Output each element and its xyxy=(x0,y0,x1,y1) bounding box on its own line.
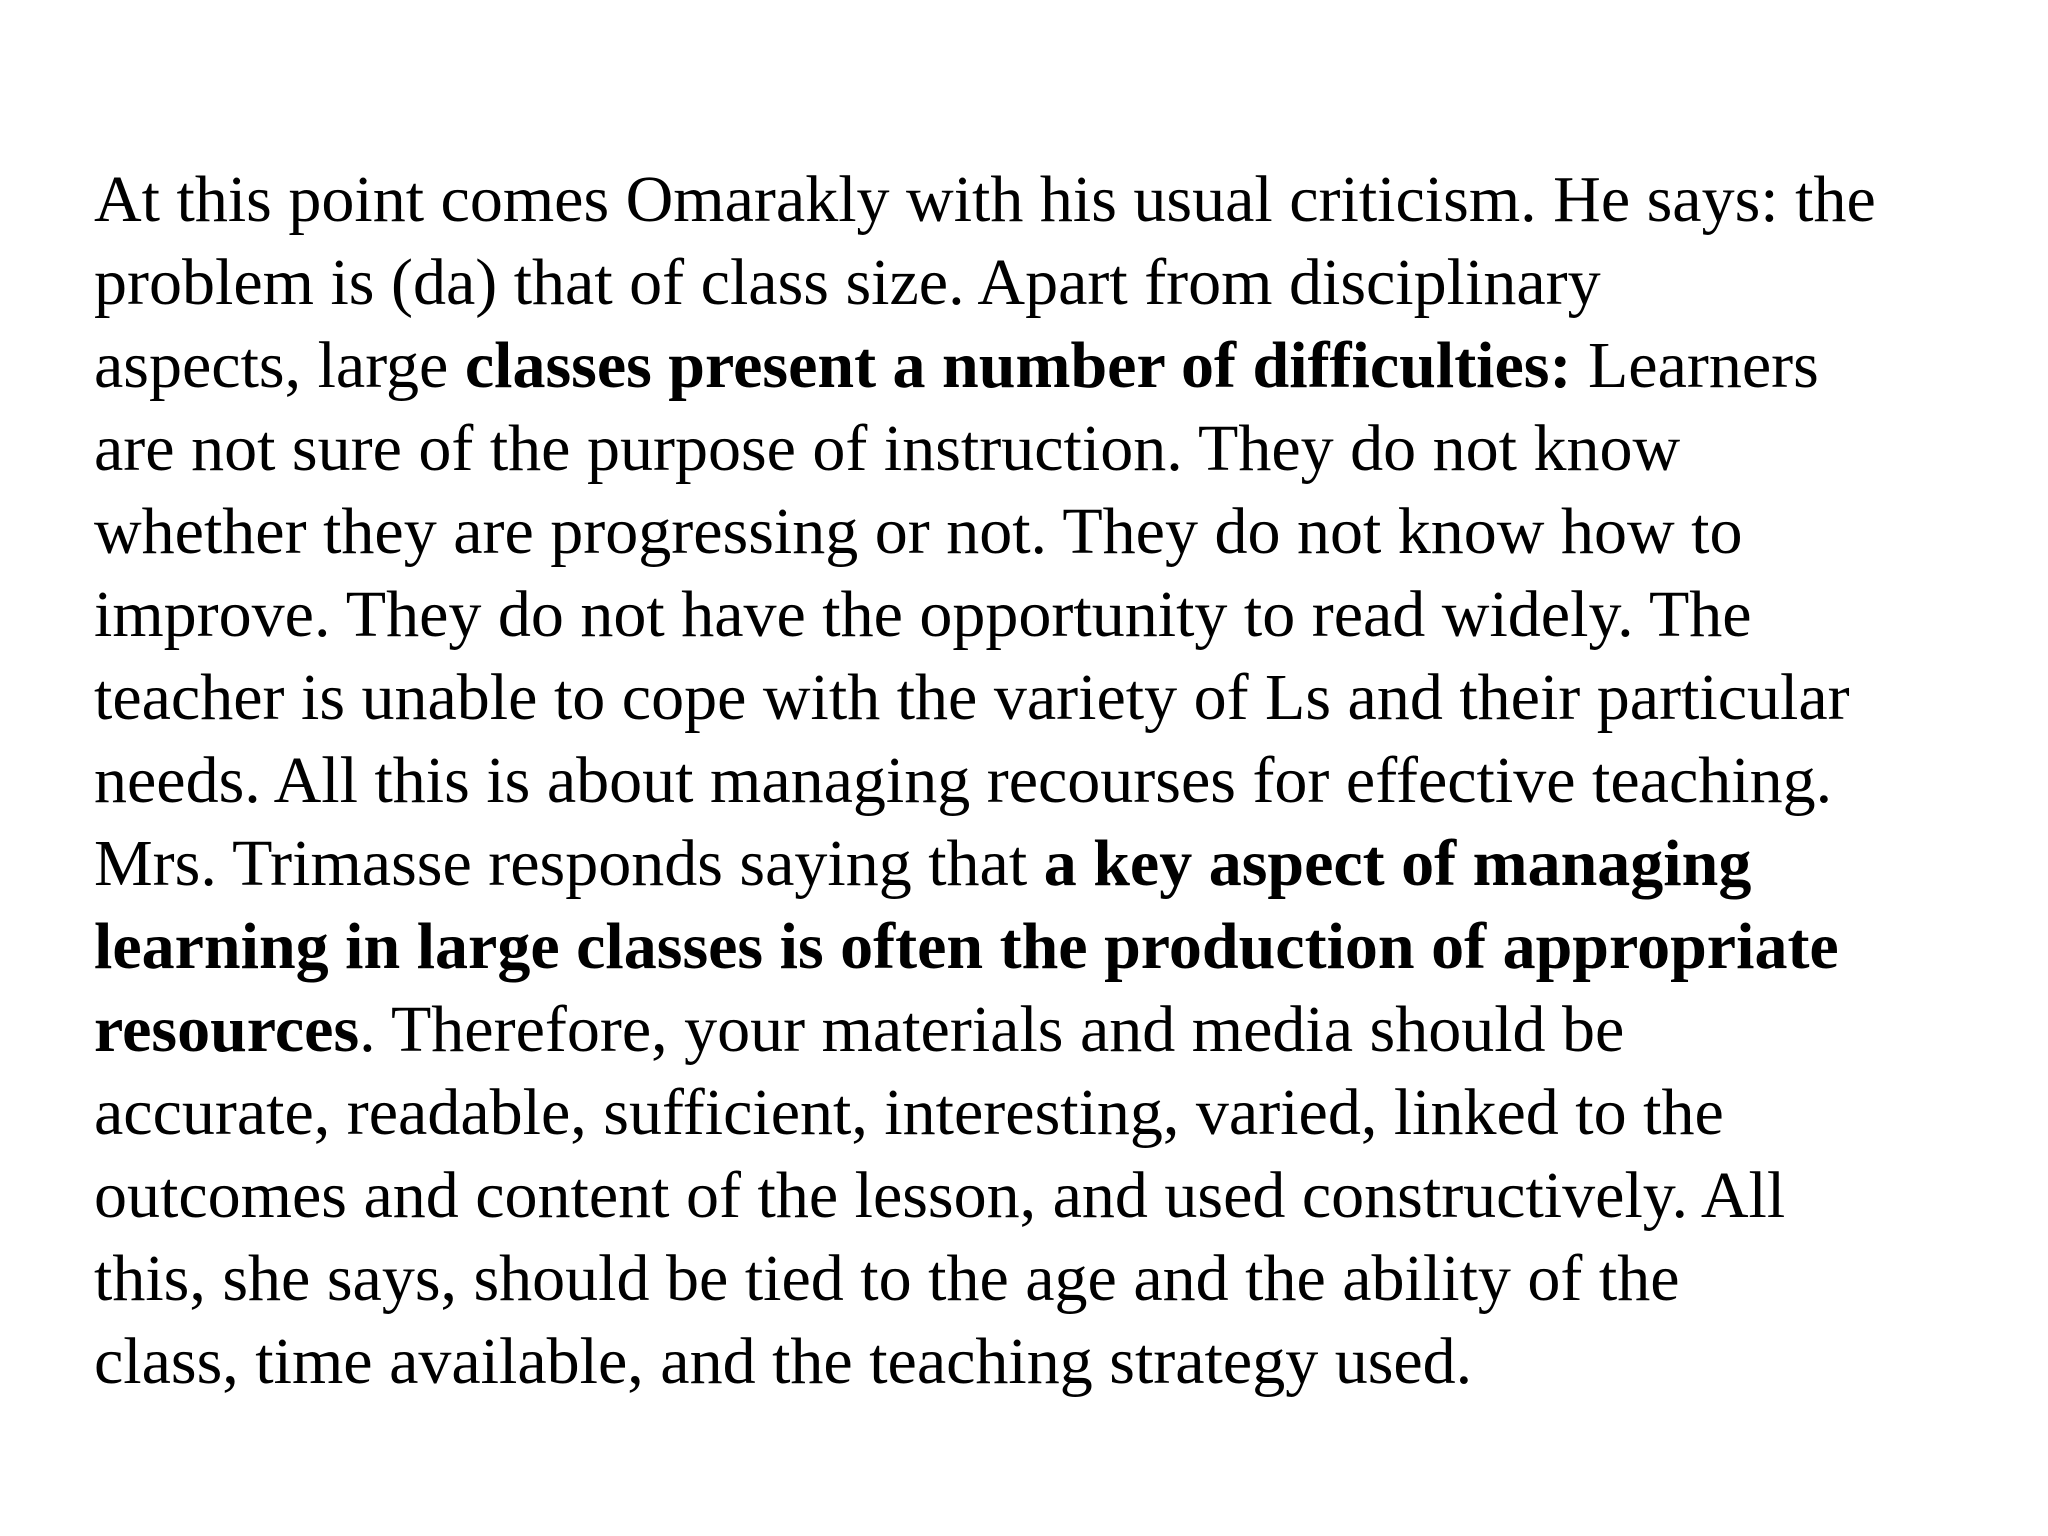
text-line xyxy=(94,1320,2019,1403)
bold-text-run: resources xyxy=(94,993,360,1066)
text-line xyxy=(94,158,2019,241)
text-line xyxy=(94,905,2019,988)
text-run: this, she says, should be tied to the age and the ability of the xyxy=(94,1242,1680,1315)
text-run: problem is (da) that of class size. Apart from disciplinary xyxy=(94,246,1601,319)
text-line xyxy=(94,324,2019,407)
text-line xyxy=(94,241,2019,324)
text-run: needs. All this is about managing recourses for effective teaching. xyxy=(94,744,1833,817)
text-line xyxy=(94,1237,2019,1320)
text-run: aspects, large xyxy=(94,329,465,402)
text-run: are not sure of the purpose of instruction. They do not know xyxy=(94,412,1681,485)
text-line xyxy=(94,1071,2019,1154)
text-run: At this point comes Omarakly with his usual criticism. He says: the xyxy=(94,163,1876,236)
text-run: improve. They do not have the opportunity to read widely. The xyxy=(94,578,1752,651)
bold-text-run: classes present a number of difficulties: xyxy=(464,329,1572,402)
bold-text-run: learning in large classes is often the production of appropriate xyxy=(94,910,1839,983)
text-line xyxy=(94,988,2019,1071)
text-line xyxy=(94,656,2019,739)
text-run: Mrs. Trimasse responds saying that xyxy=(94,827,1044,900)
text-line xyxy=(94,822,2019,905)
text-run: class, time available, and the teaching strategy used. xyxy=(94,1325,1473,1398)
text-run: teacher is unable to cope with the variety of Ls and their particular xyxy=(94,661,1850,734)
text-line xyxy=(94,573,2019,656)
text-line xyxy=(94,1154,2019,1237)
text-run: . Therefore, your materials and media should be xyxy=(359,993,1625,1066)
text-run: accurate, readable, sufficient, interesting, varied, linked to the xyxy=(94,1076,1724,1149)
text-run: Learners xyxy=(1571,329,1819,402)
text-line xyxy=(94,407,2019,490)
text-line xyxy=(94,739,2019,822)
bold-text-run: a key aspect of managing xyxy=(1043,827,1752,900)
text-run: outcomes and content of the lesson, and used constructively. All xyxy=(94,1159,1786,1232)
text-run: whether they are progressing or not. They do not know how to xyxy=(94,495,1743,568)
body-paragraph xyxy=(94,158,2019,1403)
text-line xyxy=(94,490,2019,573)
